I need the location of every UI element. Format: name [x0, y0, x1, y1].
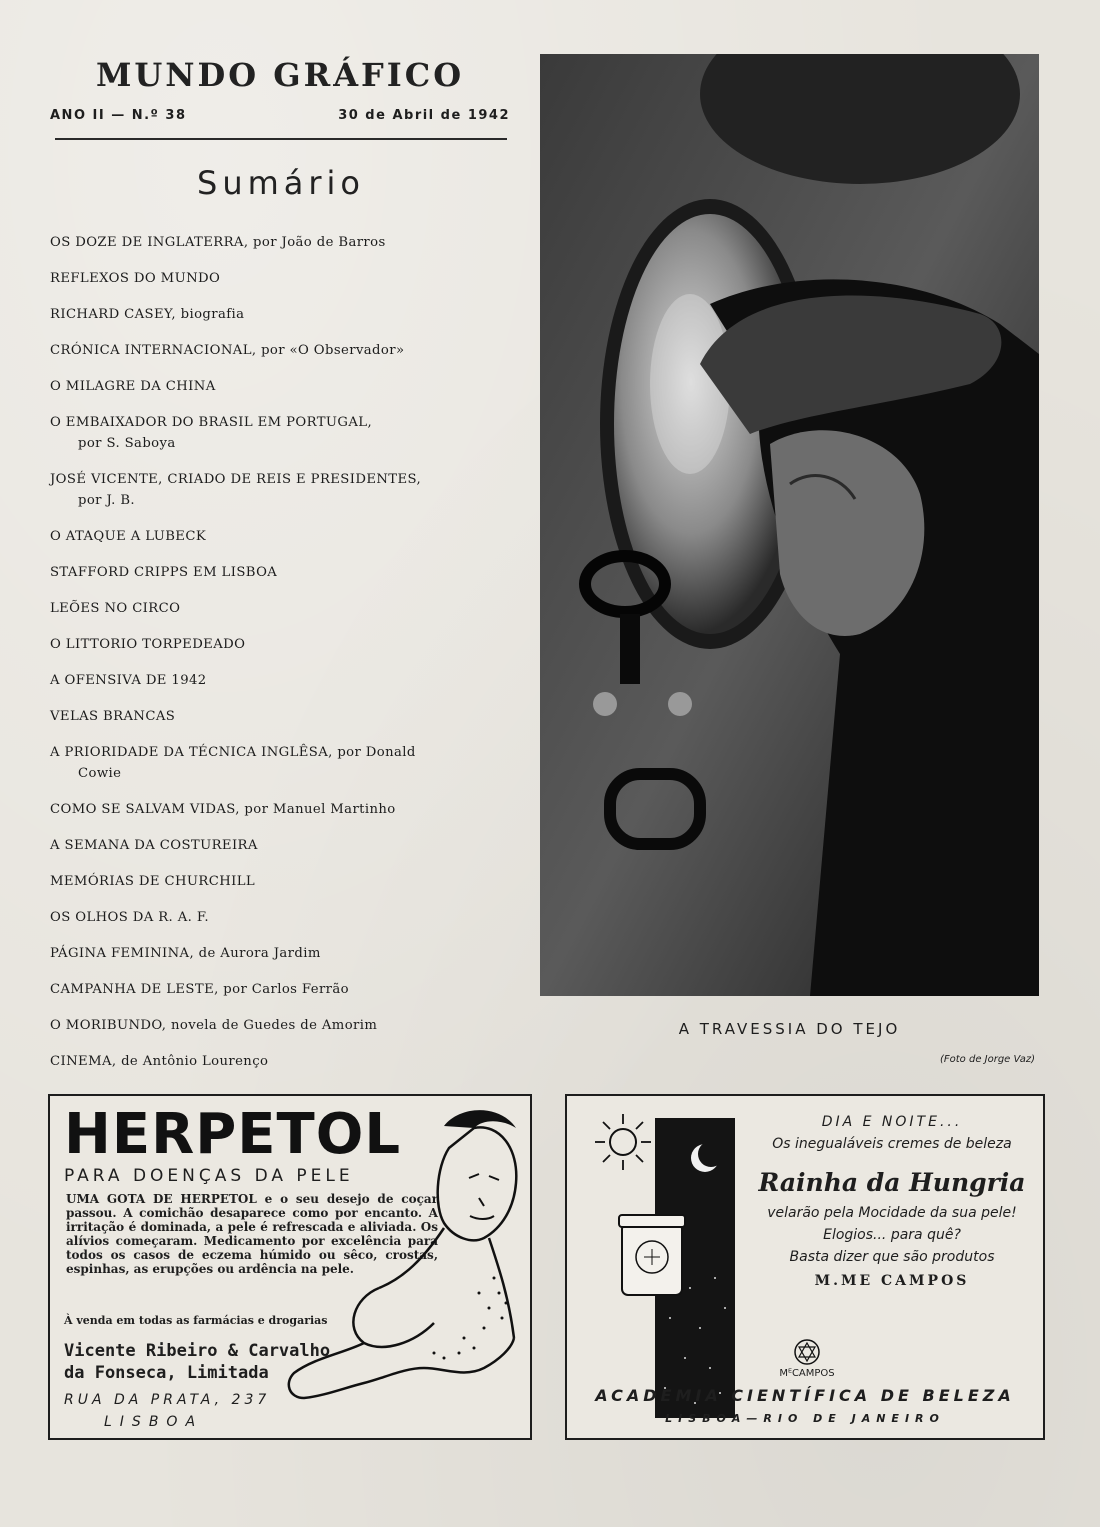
photo-credit: (Foto de Jorge Vaz) — [939, 1054, 1035, 1065]
issue-number: ANO II — N.º 38 — [50, 108, 187, 123]
contents-item-text: CINEMA, de Antônio Lourenço — [50, 1054, 269, 1069]
rainha-line-2: Os inegualáveis cremes de beleza — [772, 1136, 1012, 1152]
contents-item-text: JOSÉ VICENTE, CRIADO DE REIS E PRESIDENTES, — [50, 472, 422, 487]
contents-item-text: O ATAQUE A LUBECK — [50, 529, 207, 544]
contents-item — [50, 670, 510, 691]
contents-item-text: O LITTORIO TORPEDEADO — [50, 637, 246, 652]
rainha-copy — [749, 1114, 1035, 1289]
scratching-man-illustration — [284, 1098, 529, 1438]
campos-logo-label: MᴱCAMPOS — [779, 1368, 835, 1379]
contents-item-text: STAFFORD CRIPPS EM LISBOA — [50, 565, 278, 580]
table-of-contents — [50, 232, 510, 1087]
contents-item — [50, 979, 510, 1000]
contents-item-text: A OFENSIVA DE 1942 — [50, 673, 207, 688]
sun-icon — [591, 1110, 655, 1174]
rainha-line-4: Elogios... para quê? — [823, 1227, 961, 1243]
masthead-rule — [55, 138, 507, 140]
contents-item-text: OS OLHOS DA R. A. F. — [50, 910, 209, 925]
herpetol-body: UMA GOTA DE HERPETOL e o seu desejo de coçar passou. A comichão desaparece como por encanto. A irritação é dominada, a pele é refrescada e aliviada. Os alívios começaram. Medicamento por excelência para todos os casos de eczema húmido ou sêco, crostas, espinhas, as erupções ou ardência na pele. — [66, 1192, 438, 1276]
contents-item — [50, 634, 510, 655]
contents-item — [50, 1051, 510, 1072]
contents-item — [50, 232, 510, 253]
contents-item-continuation: por S. Saboya — [78, 436, 176, 451]
contents-item-text: O MILAGRE DA CHINA — [50, 379, 216, 394]
contents-item — [50, 562, 510, 583]
herpetol-subtitle: PARA DOENÇAS DA PELE — [64, 1166, 354, 1186]
contents-item-text: A PRIORIDADE DA TÉCNICA INGLÊSA, por Donald — [50, 745, 416, 760]
contents-item-text: CAMPANHA DE LESTE, por Carlos Ferrão — [50, 982, 349, 997]
rainha-cities: LISBOA—RIO DE JANEIRO — [665, 1412, 945, 1425]
cream-jar-icon — [617, 1211, 687, 1301]
contents-item — [50, 598, 510, 619]
cover-photo — [540, 54, 1039, 996]
contents-heading: Sumário — [197, 164, 365, 202]
contents-item-continuation: por J. B. — [78, 493, 136, 508]
contents-item-text: LEÕES NO CIRCO — [50, 601, 181, 616]
contents-item-text: COMO SE SALVAM VIDAS, por Manuel Martinho — [50, 802, 396, 817]
herpetol-availability: À venda em todas as farmácias e drogarias — [64, 1314, 328, 1327]
contents-item — [50, 835, 510, 856]
contents-item-text: VELAS BRANCAS — [50, 709, 176, 724]
contents-item-text: OS DOZE DE INGLATERRA, por João de Barros — [50, 235, 386, 250]
herpetol-brand: HERPETOL — [64, 1102, 402, 1167]
contents-item — [50, 871, 510, 892]
contents-item — [50, 742, 510, 784]
contents-item-text: PÁGINA FEMININA, de Aurora Jardim — [50, 946, 321, 961]
rainha-academia: ACADEMIA CIENTÍFICA DE BELEZA — [595, 1386, 1015, 1405]
contents-item — [50, 799, 510, 820]
rainha-line-3: velarão pela Mocidade da sua pele! — [767, 1205, 1017, 1221]
contents-item — [50, 469, 510, 511]
contents-item — [50, 340, 510, 361]
contents-item-text: CRÓNICA INTERNACIONAL, por «O Observador» — [50, 343, 405, 358]
company-line-1: Vicente Ribeiro & Carvalho — [64, 1341, 331, 1361]
rainha-campos: M.ME CAMPOS — [814, 1273, 970, 1289]
rainha-brand: Rainha da Hungria — [758, 1168, 1026, 1197]
contents-item-text: O EMBAIXADOR DO BRASIL EM PORTUGAL, — [50, 415, 373, 430]
contents-item-text: O MORIBUNDO, novela de Guedes de Amorim — [50, 1018, 378, 1033]
contents-item — [50, 526, 510, 547]
rainha-line-1: DIA E NOITE... — [821, 1114, 963, 1130]
contents-item-text: REFLEXOS DO MUNDO — [50, 271, 221, 286]
contents-item — [50, 907, 510, 928]
masthead — [50, 56, 510, 123]
company-line-2: da Fonseca, Limitada — [64, 1363, 269, 1383]
contents-item-text: A SEMANA DA COSTUREIRA — [50, 838, 258, 853]
issue-line — [50, 108, 510, 123]
contents-item — [50, 412, 510, 454]
campos-logo-icon — [793, 1338, 821, 1366]
contents-item-text: RICHARD CASEY, biografia — [50, 307, 245, 322]
contents-item — [50, 1015, 510, 1036]
magazine-title: MUNDO GRÁFICO — [95, 56, 465, 94]
photo-caption: A TRAVESSIA DO TEJO — [678, 1020, 901, 1038]
herpetol-city: LISBOA — [104, 1414, 204, 1430]
photo-illustration — [540, 54, 1039, 996]
herpetol-advertisement — [48, 1094, 532, 1440]
contents-item-continuation: Cowie — [78, 766, 122, 781]
rainha-hungria-advertisement — [565, 1094, 1045, 1440]
contents-item — [50, 376, 510, 397]
contents-item — [50, 268, 510, 289]
contents-item — [50, 304, 510, 325]
contents-item-text: MEMÓRIAS DE CHURCHILL — [50, 874, 256, 889]
contents-item — [50, 706, 510, 727]
herpetol-street: RUA DA PRATA, 237 — [64, 1392, 271, 1408]
contents-item — [50, 943, 510, 964]
issue-date: 30 de Abril de 1942 — [338, 108, 510, 123]
rainha-line-5: Basta dizer que são produtos — [789, 1249, 995, 1265]
